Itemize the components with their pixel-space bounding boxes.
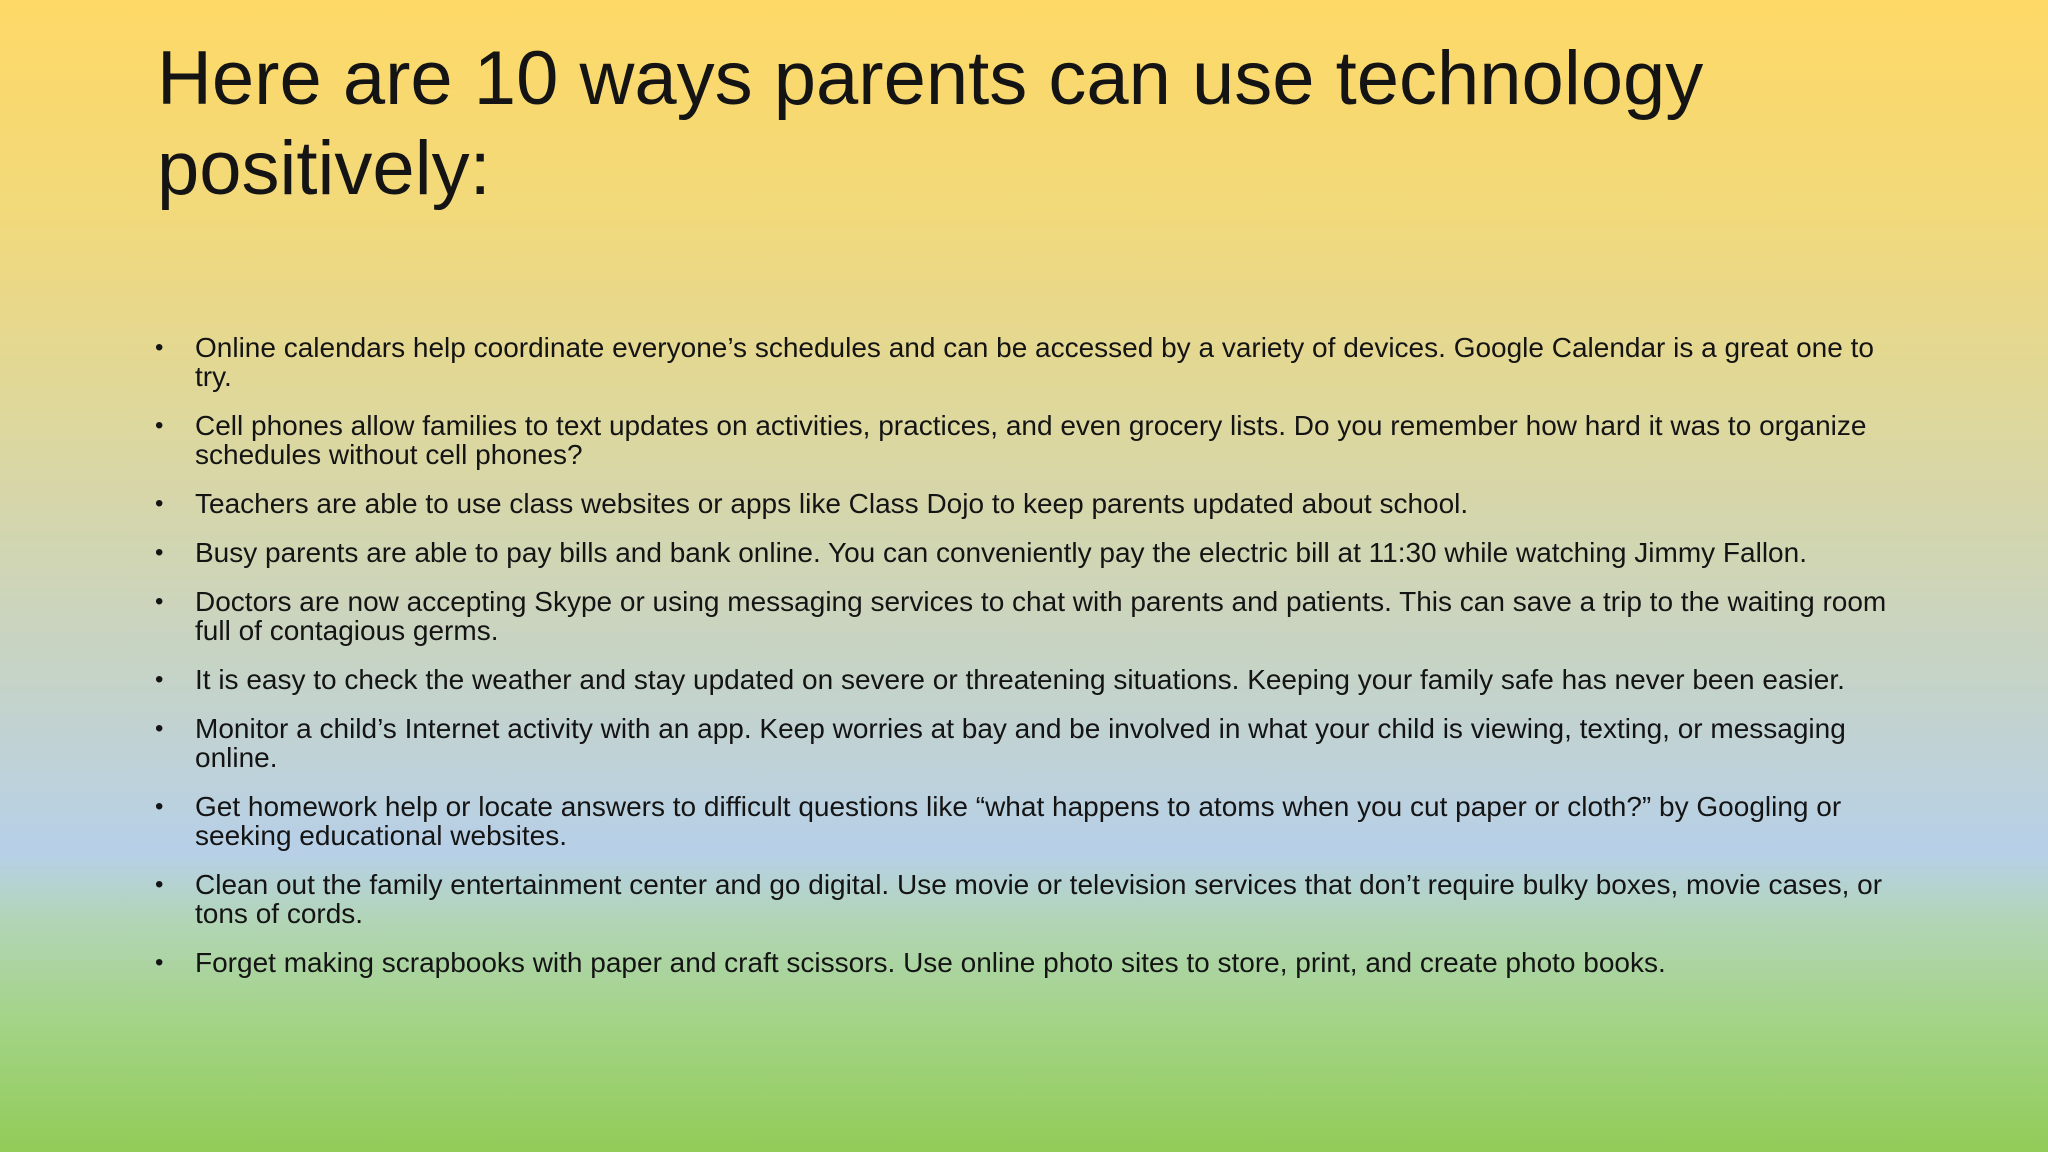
bullet-item — [155, 411, 1905, 469]
bullet-item — [155, 792, 1905, 850]
bullet-list — [155, 333, 1905, 997]
bullet-text: Teachers are able to use class websites or apps like Class Dojo to keep parents updated about school. — [195, 488, 1469, 519]
bullet-dot-icon: • — [155, 666, 164, 693]
bullet-text: Get homework help or locate answers to difficult questions like “what happens to atoms when you cut paper or cloth?” by Googling or seeking educational websites. — [195, 791, 1842, 851]
bullet-item — [155, 333, 1905, 391]
bullet-item — [155, 665, 1905, 694]
bullet-item — [155, 870, 1905, 928]
bullet-item — [155, 489, 1905, 518]
bullet-dot-icon: • — [155, 588, 164, 615]
bullet-text: Busy parents are able to pay bills and bank online. You can conveniently pay the electric bill at 11:30 while watching Jimmy Fallon. — [195, 537, 1807, 568]
bullet-item — [155, 587, 1905, 645]
slide-title: Here are 10 ways parents can use technology positively: — [157, 36, 1704, 211]
bullet-dot-icon: • — [155, 949, 164, 976]
bullet-text: Monitor a child’s Internet activity with an app. Keep worries at bay and be involved in what your child is viewing, texting, or messaging online. — [195, 713, 1846, 773]
bullet-dot-icon: • — [155, 539, 164, 566]
bullet-item — [155, 714, 1905, 772]
bullet-text: Clean out the family entertainment center and go digital. Use movie or television services that don’t require bulky boxes, movie cases, or tons of cords. — [195, 869, 1883, 929]
bullet-item — [155, 538, 1905, 567]
bullet-dot-icon: • — [155, 490, 164, 517]
bullet-item — [155, 948, 1905, 977]
bullet-text: Online calendars help coordinate everyone’s schedules and can be accessed by a variety of devices. Google Calendar is a great one to try. — [195, 332, 1874, 392]
bullet-dot-icon: • — [155, 793, 164, 820]
bullet-dot-icon: • — [155, 412, 164, 439]
bullet-dot-icon: • — [155, 334, 164, 361]
bullet-text: It is easy to check the weather and stay updated on severe or threatening situations. Keeping your family safe has never been easier. — [195, 664, 1845, 695]
bullet-text: Doctors are now accepting Skype or using messaging services to chat with parents and patients. This can save a trip to the waiting room full of contagious germs. — [195, 586, 1887, 646]
bullet-text: Cell phones allow families to text updates on activities, practices, and even grocery lists. Do you remember how hard it was to organize schedules without cell phones? — [195, 410, 1867, 470]
bullet-text: Forget making scrapbooks with paper and craft scissors. Use online photo sites to store, print, and create photo books. — [195, 947, 1666, 978]
bullet-dot-icon: • — [155, 871, 164, 898]
bullet-dot-icon: • — [155, 715, 164, 742]
